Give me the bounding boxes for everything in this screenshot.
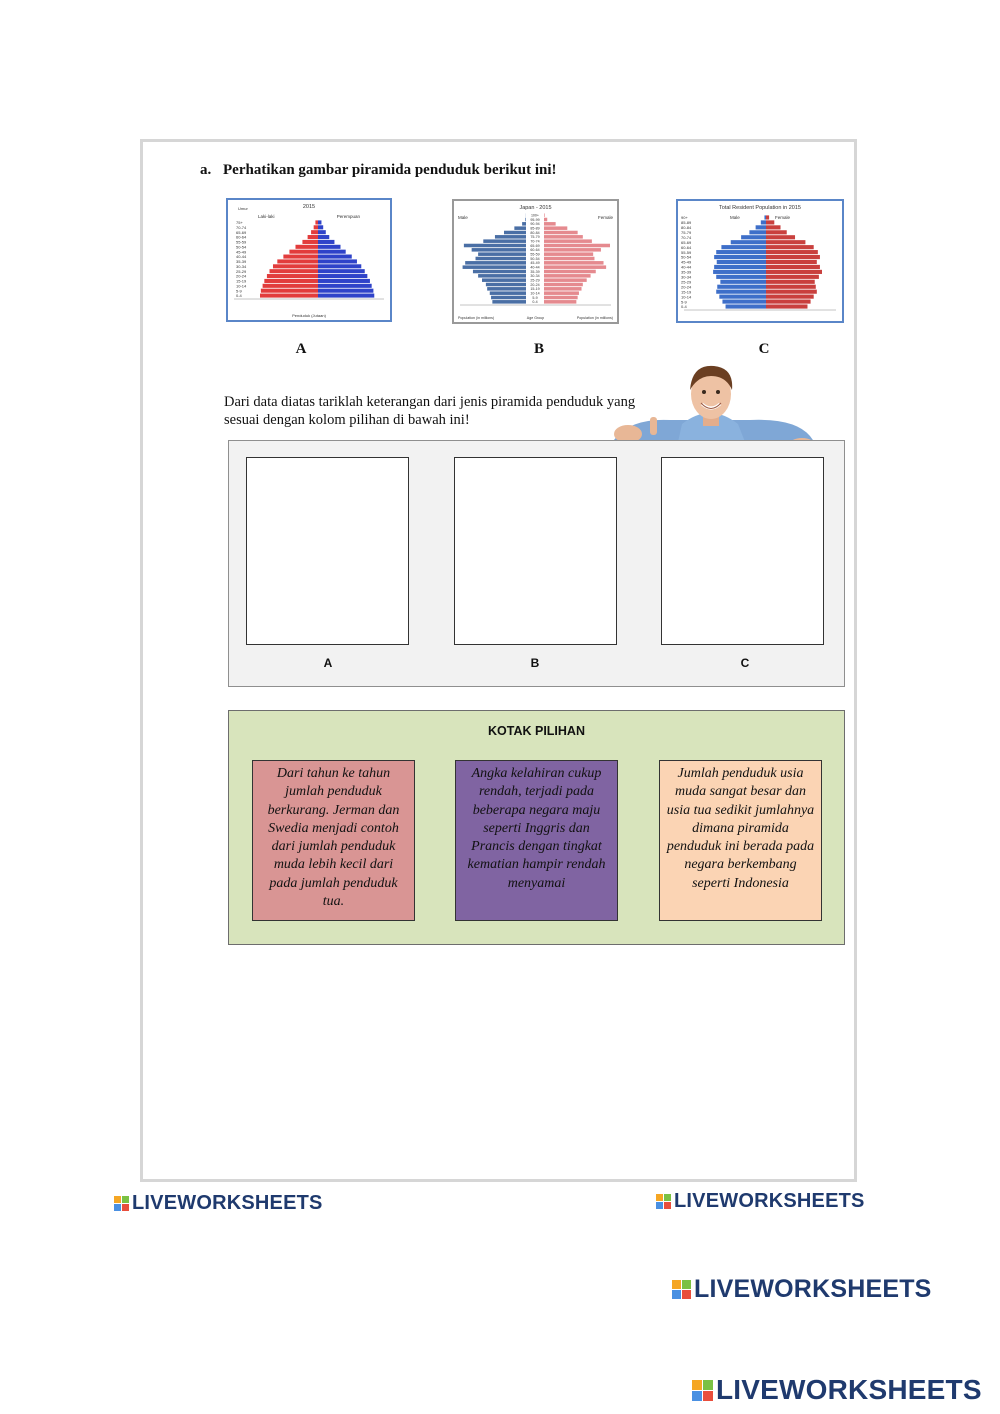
age-group-label: 0-4 (532, 300, 538, 305)
male-bar (761, 220, 766, 224)
age-group-label: 55-59 (681, 249, 692, 255)
female-bar (766, 215, 769, 219)
male-bar (478, 252, 526, 256)
pyramid-right-heading: Perempuan (336, 214, 360, 219)
male-bar (726, 304, 766, 308)
population-pyramid-b (452, 199, 619, 324)
female-bar (544, 278, 587, 282)
male-bar (472, 248, 526, 252)
female-bar (318, 245, 341, 249)
male-bar (714, 265, 766, 269)
age-group-label: 20-24 (236, 273, 247, 279)
age-group-label: 60-64 (236, 234, 247, 240)
female-bar (766, 220, 774, 224)
age-group-label: 35-39 (236, 259, 247, 265)
female-bar (766, 265, 820, 269)
female-bar (766, 260, 817, 264)
male-bar (308, 235, 318, 239)
female-bar (318, 269, 365, 273)
male-bar (716, 290, 766, 294)
female-bar (766, 290, 817, 294)
drop-zone-label-b: B (530, 656, 540, 670)
pyramid-label-b: B (533, 341, 544, 357)
age-group-label: 50-54 (236, 244, 247, 250)
female-bar (544, 231, 578, 235)
male-bar (717, 260, 766, 264)
male-bar (264, 279, 318, 283)
female-bar (544, 248, 601, 252)
female-bar (544, 300, 576, 304)
female-bar (544, 213, 545, 217)
age-group-label: 45-49 (236, 249, 247, 255)
x-axis-title-left: Population (in millions) (458, 316, 495, 320)
age-group-label: 15-19 (530, 287, 540, 292)
age-group-label: 10-14 (530, 291, 540, 296)
female-bar (318, 230, 326, 234)
x-axis-title-center: Age Group (526, 316, 545, 320)
female-bar (544, 239, 592, 243)
age-group-label: 5-9 (681, 299, 687, 305)
female-bar (318, 250, 346, 254)
liveworksheets-logo-icon (114, 1196, 129, 1211)
age-group-label: 20-24 (681, 284, 692, 290)
pyramid-right-heading: Female (597, 215, 613, 220)
female-bar (766, 285, 816, 289)
x-axis-title-right: Population (in millions) (576, 316, 613, 320)
liveworksheets-logo: LIVEWORKSHEETS (692, 1374, 982, 1406)
age-group-label: 0-4 (236, 293, 242, 299)
age-group-label: 15-19 (681, 289, 692, 295)
male-bar (273, 264, 318, 268)
age-group-label: 90-94 (530, 222, 540, 227)
female-bar (318, 294, 374, 298)
female-bar (318, 259, 357, 263)
female-bar (544, 270, 596, 274)
female-bar (544, 274, 591, 278)
male-bar (741, 235, 766, 239)
male-bar (261, 289, 318, 293)
age-group-label: 5-9 (236, 288, 242, 294)
age-group-label: 55-59 (236, 239, 247, 245)
liveworksheets-logo: LIVEWORKSHEETS (656, 1190, 865, 1213)
age-group-label: 10-14 (681, 294, 692, 300)
choice-card-declining[interactable]: Dari tahun ke tahun jumlah penduduk berkurang. Jerman dan Swedia menjadi contoh dari jumlah penduduk muda lebih kecil dari pada jumlah penduduk tua. (252, 760, 415, 921)
drop-zone-c[interactable] (661, 457, 824, 645)
male-bar (483, 239, 526, 243)
age-group-label: 30-34 (681, 274, 692, 280)
female-bar (766, 230, 787, 234)
pyramid-title: 2015 (302, 204, 316, 210)
male-bar (295, 245, 318, 249)
pyramid-right-heading: Female (774, 215, 790, 220)
age-group-label: 0-4 (681, 304, 687, 310)
age-group-label: 95-99 (530, 217, 540, 222)
male-bar (756, 225, 766, 229)
female-bar (544, 226, 567, 230)
male-bar (719, 295, 766, 299)
pyramid-left-heading: Male (730, 215, 740, 220)
female-bar (544, 244, 610, 248)
pyramid-left-heading: Male (458, 215, 468, 220)
male-bar (722, 300, 766, 304)
age-group-label: 75-79 (681, 229, 692, 235)
age-group-label: 10-14 (236, 283, 247, 289)
age-group-label: 35-39 (681, 269, 692, 275)
age-group-label: 70-74 (681, 234, 692, 240)
female-bar (544, 296, 578, 300)
female-bar (318, 225, 323, 229)
age-group-label: 80-84 (681, 225, 692, 231)
pyramid-age-heading: Umur (238, 206, 248, 211)
population-pyramid-c (676, 199, 844, 323)
liveworksheets-logo: LIVEWORKSHEETS (114, 1192, 323, 1215)
male-bar (260, 294, 318, 298)
drop-zone-label-a: A (323, 656, 333, 670)
female-bar (318, 255, 352, 259)
age-group-label: 15-19 (236, 278, 247, 284)
age-group-label: 20-24 (530, 282, 540, 287)
female-bar (318, 240, 334, 244)
female-bar (544, 287, 582, 291)
male-bar (476, 257, 526, 261)
age-group-label: 85-89 (681, 220, 692, 226)
male-bar (720, 280, 766, 284)
instruction-number: a. (200, 162, 212, 178)
liveworksheets-logo: LIVEWORKSHEETS (672, 1275, 932, 1304)
pyramid-title: Total Resident Population in 2015 (719, 205, 801, 211)
female-bar (766, 255, 820, 259)
male-bar (263, 284, 318, 288)
male-bar (716, 275, 766, 279)
pyramid-label-a: A (295, 341, 307, 357)
male-bar (486, 283, 526, 287)
female-bar (544, 265, 606, 269)
male-bar (482, 278, 526, 282)
age-group-label: 55-59 (530, 252, 540, 257)
age-group-label: 25-29 (236, 268, 247, 274)
female-bar (544, 261, 604, 265)
x-axis-title: Penduduk (Jutaan) (292, 313, 326, 318)
age-group-label: 70-74 (530, 239, 540, 244)
age-group-label: 60-64 (530, 248, 540, 253)
female-bar (318, 289, 373, 293)
female-bar (766, 270, 822, 274)
drop-zone-b[interactable] (454, 457, 617, 645)
female-bar (318, 279, 370, 283)
male-bar (487, 287, 526, 291)
liveworksheets-logo-icon (672, 1280, 691, 1299)
male-bar (514, 226, 526, 230)
choice-card-stationary[interactable]: Angka kelahiran cukup rendah, terjadi pada beberapa negara maju seperti Inggris dan Prancis dengan tingkat kematian hampir rendah menyamai (455, 760, 618, 921)
instruction-text: Perhatikan gambar piramida penduduk berikut ini! (223, 162, 557, 178)
age-group-label: 45-49 (530, 261, 540, 266)
male-bar (714, 255, 766, 259)
age-group-label: 65-69 (236, 229, 247, 235)
pyramid-left-heading: Laki-laki (258, 214, 275, 219)
matching-instructions: Dari data diatas tariklah keterangan dari jenis piramida penduduk yang sesuai dengan kolom pilihan di bawah ini! (224, 394, 636, 428)
female-bar (766, 280, 815, 284)
female-bar (766, 235, 795, 239)
female-bar (544, 218, 547, 222)
male-bar (491, 296, 526, 300)
age-group-label: 100+ (530, 213, 540, 218)
male-bar (731, 240, 766, 244)
male-bar (289, 250, 318, 254)
female-bar (544, 235, 583, 239)
age-group-label: 65-69 (681, 239, 692, 245)
age-group-label: 75-79 (530, 235, 540, 240)
liveworksheets-logo-icon (656, 1194, 671, 1209)
population-pyramid-a (226, 198, 392, 322)
female-bar (544, 257, 594, 261)
pyramid-c-chart (678, 201, 842, 321)
male-bar (721, 245, 766, 249)
age-group-label: 90+ (681, 215, 688, 221)
male-bar (465, 261, 526, 265)
male-bar (492, 300, 526, 304)
male-bar (463, 265, 526, 269)
age-group-label: 85-89 (530, 226, 540, 231)
male-bar (283, 255, 318, 259)
female-bar (318, 235, 329, 239)
male-bar (749, 230, 766, 234)
male-bar (314, 225, 318, 229)
age-group-label: 50-54 (530, 256, 540, 261)
age-group-label: 30-34 (236, 263, 247, 269)
pyramid-a-chart (228, 200, 390, 320)
age-group-label: 40-44 (530, 265, 540, 270)
male-bar (495, 235, 526, 239)
female-bar (544, 283, 583, 287)
female-bar (766, 295, 814, 299)
male-bar (478, 274, 526, 278)
male-bar (277, 259, 318, 263)
female-bar (766, 304, 807, 308)
choice-box-title: KOTAK PILIHAN (488, 724, 585, 738)
male-bar (525, 218, 526, 222)
female-bar (766, 240, 805, 244)
instruction-heading (200, 162, 557, 179)
drop-zone-label-c: C (740, 656, 750, 670)
female-bar (544, 222, 556, 226)
age-group-label: 45-49 (681, 259, 692, 265)
age-group-label: 40-44 (236, 254, 247, 260)
female-bar (318, 264, 361, 268)
drop-zone-a[interactable] (246, 457, 409, 645)
male-bar (464, 244, 526, 248)
female-bar (544, 252, 593, 256)
male-bar (311, 230, 318, 234)
male-bar (315, 220, 318, 224)
female-bar (318, 274, 367, 278)
female-bar (766, 250, 818, 254)
age-group-label: 50-54 (681, 254, 692, 260)
age-group-label: 25-29 (530, 278, 540, 283)
male-bar (302, 240, 318, 244)
female-bar (766, 300, 811, 304)
pyramid-b-chart (454, 201, 617, 322)
male-bar (267, 274, 318, 278)
male-bar (764, 215, 766, 219)
female-bar (766, 225, 781, 229)
male-bar (716, 250, 766, 254)
male-bar (504, 231, 526, 235)
age-group-label: 65-69 (530, 243, 540, 248)
age-group-label: 75+ (236, 220, 243, 226)
age-group-label: 30-34 (530, 274, 540, 279)
female-bar (318, 284, 372, 288)
age-group-label: 60-64 (681, 244, 692, 250)
liveworksheets-logo-icon (692, 1380, 713, 1401)
female-bar (318, 220, 321, 224)
age-group-label: 5-9 (532, 295, 538, 300)
male-bar (473, 270, 526, 274)
female-bar (544, 291, 579, 295)
male-bar (713, 270, 766, 274)
pyramid-title: Japan - 2015 (519, 205, 552, 211)
male-bar (717, 285, 766, 289)
age-group-label: 25-29 (681, 279, 692, 285)
male-bar (270, 269, 318, 273)
female-bar (766, 245, 814, 249)
male-bar (490, 291, 526, 295)
choice-card-expansive[interactable]: Jumlah penduduk usia muda sangat besar dan usia tua sedikit jumlahnya dimana piramida penduduk ini berada pada negara berkembang seperti Indonesia (659, 760, 822, 921)
age-group-label: 40-44 (681, 264, 692, 270)
pyramid-label-c: C (758, 341, 770, 357)
age-group-label: 80-84 (530, 230, 540, 235)
age-group-label: 70-74 (236, 224, 247, 230)
male-bar (522, 222, 526, 226)
age-group-label: 35-39 (530, 269, 540, 274)
female-bar (766, 275, 819, 279)
